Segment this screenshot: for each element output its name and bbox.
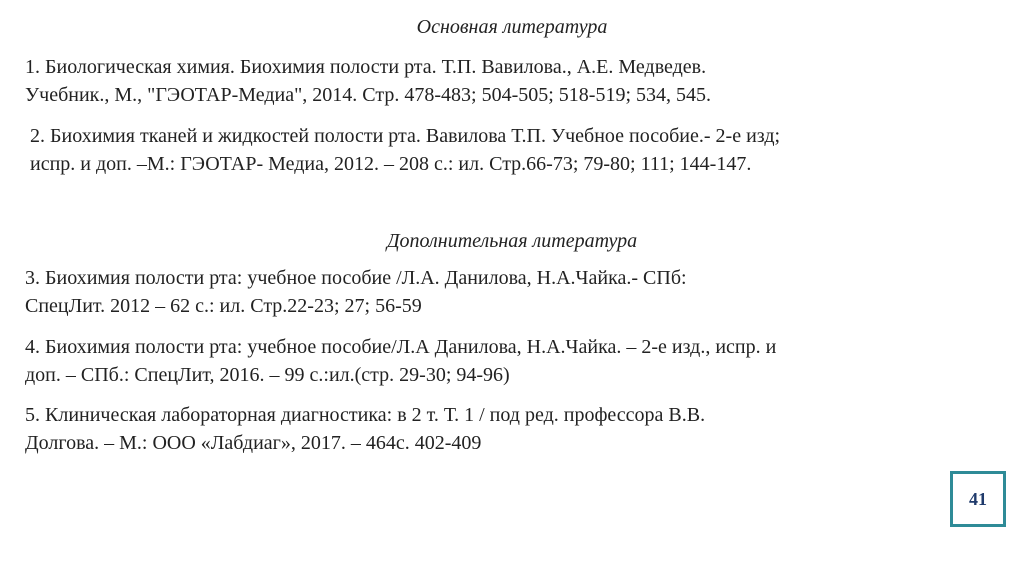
page-number-box — [950, 471, 1006, 527]
reference-entry-1-line-2: Учебник., М., "ГЭОТАР-Медиа", 2014. Стр. 478-483; 504-505; 518-519; 534, 545. — [25, 84, 712, 106]
reference-entry-2 — [30, 122, 1020, 178]
reference-entry-3-line-1: 3. Биохимия полости рта: учебное пособие /Л.А. Данилова, Н.А.Чайка.- СПб: — [25, 267, 687, 289]
reference-entry-3-line-2: СпецЛит. 2012 – 62 с.: ил. Стр.22-23; 27; 56-59 — [25, 295, 422, 317]
reference-entry-4-line-1: 4. Биохимия полости рта: учебное пособие/Л.А Данилова, Н.А.Чайка. – 2-е изд., испр. и — [25, 336, 777, 358]
reference-entry-4-line-2: доп. – СПб.: СпецЛит, 2016. – 99 с.:ил.(стр. 29-30; 94-96) — [25, 364, 510, 386]
reference-entry-4 — [25, 333, 1015, 389]
reference-entry-1-line-1: 1. Биологическая химия. Биохимия полости рта. Т.П. Вавилова., А.Е. Медведев. — [25, 56, 707, 78]
reference-entry-3 — [25, 264, 1015, 320]
reference-entry-5-line-2: Долгова. – М.: ООО «Лабдиаг», 2017. – 464с. 402-409 — [25, 432, 482, 454]
reference-entry-2-line-1: 2. Биохимия тканей и жидкостей полости рта. Вавилова Т.П. Учебное пособие.- 2-е изд; — [30, 125, 781, 147]
reference-entry-1 — [25, 53, 1015, 109]
reference-entry-5 — [25, 401, 1015, 457]
additional-literature-heading: Дополнительная литература — [386, 230, 638, 252]
reference-entry-2-line-2: испр. и доп. –М.: ГЭОТАР- Медиа, 2012. – 208 с.: ил. Стр.66-73; 79-80; 111; 144-147. — [30, 153, 752, 175]
reference-entry-5-line-1: 5. Клиническая лабораторная диагностика: в 2 т. Т. 1 / под ред. профессора В.В. — [25, 404, 706, 426]
page-number: 41 — [969, 488, 987, 509]
main-literature-heading: Основная литература — [416, 16, 608, 38]
